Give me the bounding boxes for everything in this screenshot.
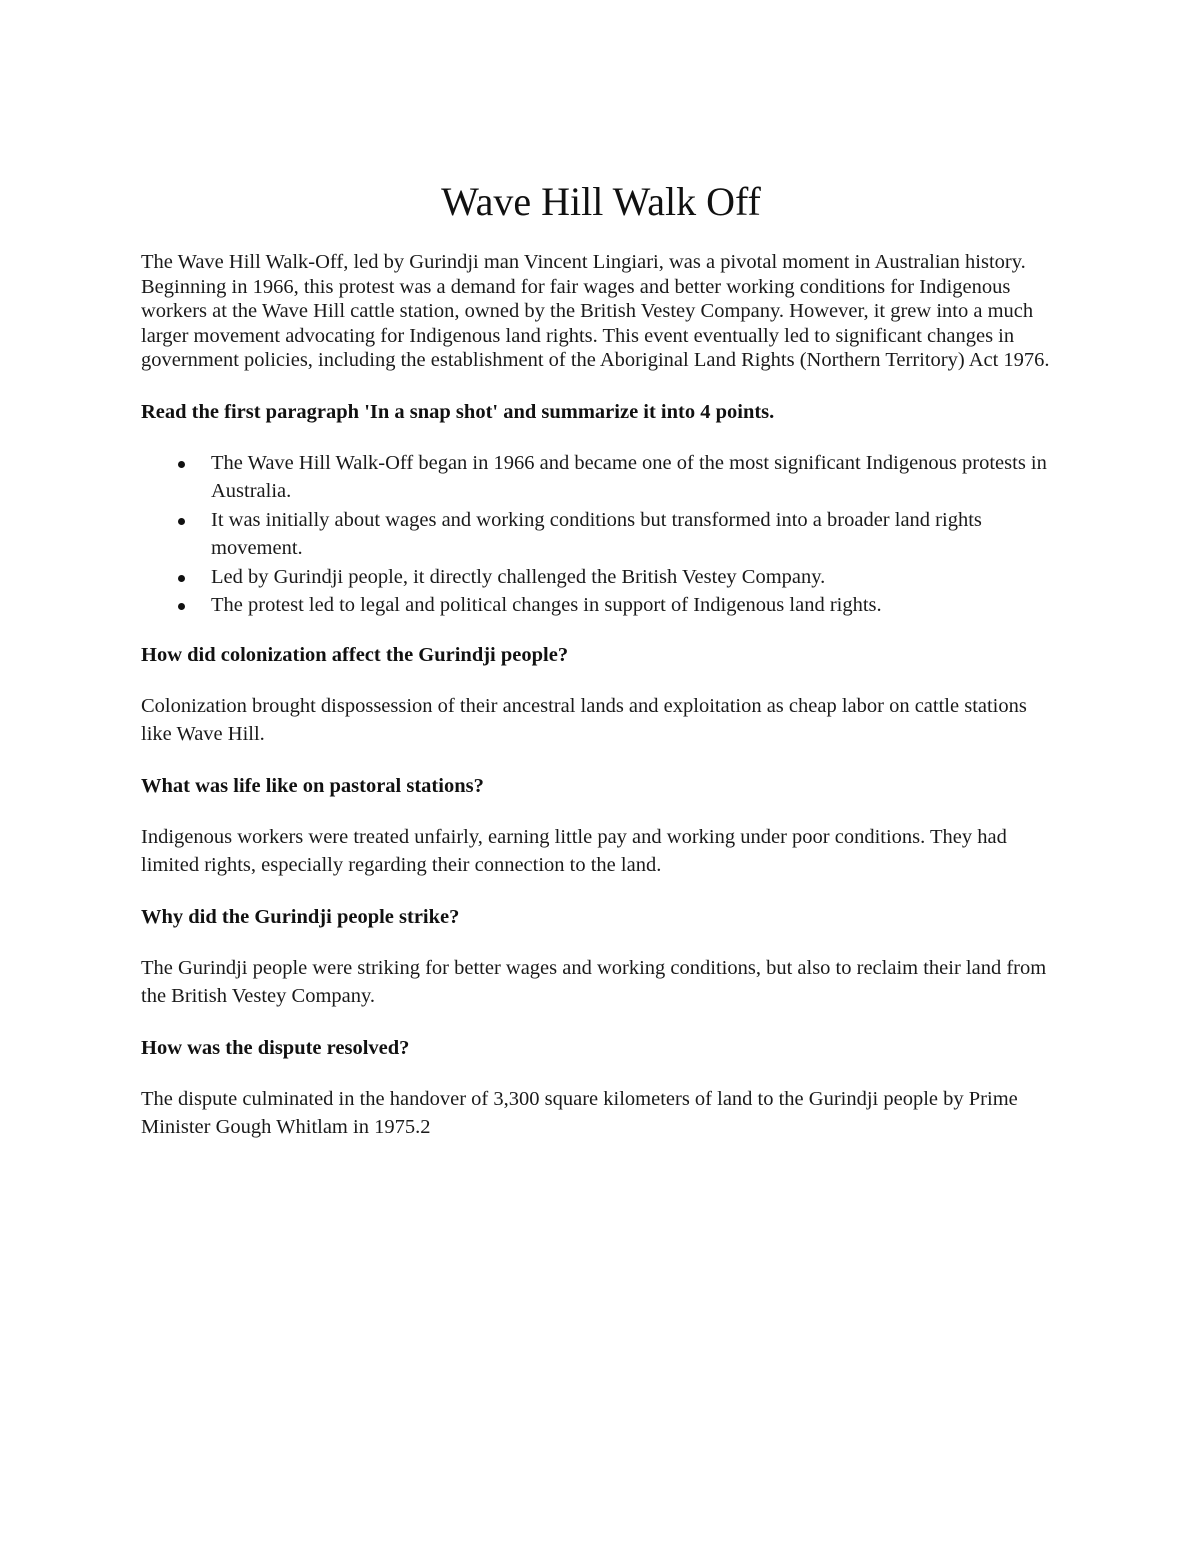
answer-paragraph: Indigenous workers were treated unfairly, earning little pay and working under poor conditions. They had limited rights, especially regarding their connection to the land. xyxy=(141,825,1007,877)
question-heading: Read the first paragraph 'In a snap shot' and summarize it into 4 points. xyxy=(141,400,775,423)
section-colonization xyxy=(141,642,1061,749)
answer-paragraph: The dispute culminated in the handover of 3,300 square kilometers of land to the Gurindji people by Prime Minister Gough Whitlam in 1975.2 xyxy=(141,1087,1018,1139)
section-summary xyxy=(141,399,1061,620)
bullet-item xyxy=(141,506,1061,563)
answer-paragraph: The Gurindji people were striking for better wages and working conditions, but also to reclaim their land from the British Vestey Company. xyxy=(141,956,1047,1008)
question-heading: How did colonization affect the Gurindji people? xyxy=(141,643,569,666)
summary-bullet-list xyxy=(141,449,1061,620)
bullet-dot-icon xyxy=(178,575,185,582)
bullet-text: Led by Gurindji people, it directly challenged the British Vestey Company. xyxy=(211,565,826,588)
bullet-dot-icon xyxy=(178,461,185,468)
bullet-text: The protest led to legal and political changes in support of Indigenous land rights. xyxy=(211,594,882,617)
bullet-dot-icon xyxy=(178,603,185,610)
bullet-item xyxy=(141,591,1061,620)
document-page xyxy=(141,176,1061,1166)
section-strike xyxy=(141,904,1061,1011)
bullet-item xyxy=(141,563,1061,592)
bullet-text: The Wave Hill Walk-Off began in 1966 and became one of the most significant Indigenous protests in Australia. xyxy=(211,451,1047,503)
intro-paragraph: The Wave Hill Walk-Off, led by Gurindji man Vincent Lingiari, was a pivotal moment in Australian history. Beginning in 1966, this protest was a demand for fair wages and better working conditions for Indigenous workers at the Wave Hill cattle station, owned by the British Vestey Company. However, it grew into a much larger movement advocating for Indigenous land rights. This event eventually led to significant changes in government policies, including the establishment of the Aboriginal Land Rights (Northern Territory) Act 1976. xyxy=(141,251,1050,372)
question-heading: What was life like on pastoral stations? xyxy=(141,774,484,797)
bullet-text: It was initially about wages and working conditions but transformed into a broader land rights movement. xyxy=(211,508,982,560)
answer-paragraph: Colonization brought dispossession of their ancestral lands and exploitation as cheap labor on cattle stations like Wave Hill. xyxy=(141,694,1027,746)
document-title: Wave Hill Walk Off xyxy=(441,179,761,224)
section-pastoral-life xyxy=(141,773,1061,880)
question-heading: How was the dispute resolved? xyxy=(141,1036,410,1059)
bullet-item xyxy=(141,449,1061,506)
question-heading: Why did the Gurindji people strike? xyxy=(141,905,460,928)
bullet-dot-icon xyxy=(178,518,185,525)
section-resolution xyxy=(141,1035,1061,1142)
